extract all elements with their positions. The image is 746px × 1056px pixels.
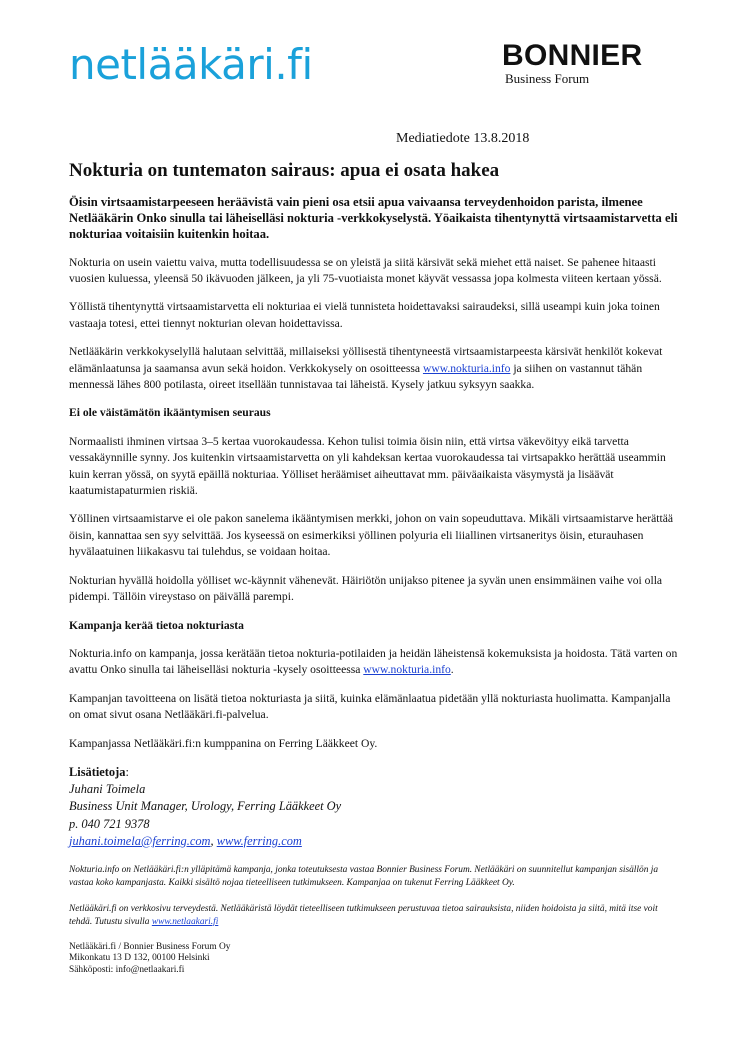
paragraph-8: Kampanjan tavoitteena on lisätä tietoa nokturiasta ja siitä, kuinka elämänlaatua pidetään yllä nokturiasta huolimatta. Kampanjalla on omat sivut osana Netlääkäri.fi-palvelua. xyxy=(69,691,671,722)
ferring-website-link[interactable]: www.ferring.com xyxy=(216,833,302,848)
release-date: Mediatiedote 13.8.2018 xyxy=(396,131,530,146)
footer xyxy=(69,942,679,977)
contact-label xyxy=(69,764,679,781)
lead-paragraph: Öisin virtsaamistarpeeseen heräävistä vain pieni osa etsii apua vaivaansa terveydenhoidon parista, ilmenee Netlääkärin Onko sinulla tai läheiselläsi nokturia -verkkokyselystä. Yöaikaista tihentynyttä virtsaamistarvetta eli nokturiaa voitaisiin kuitenkin hoitaa. xyxy=(69,195,678,242)
contact-links xyxy=(69,833,679,850)
bonnier-logo: BONNIER xyxy=(502,39,643,72)
section-heading-2: Kampanja kerää tietoa nokturiasta xyxy=(69,618,244,632)
netlaakari-note xyxy=(69,903,679,930)
paragraph-7-text-end: . xyxy=(450,663,454,677)
contact-label-colon: : xyxy=(125,764,129,779)
contact-email-link[interactable]: juhani.toimela@ferring.com xyxy=(69,833,211,848)
netlaakari-note-text: Netlääkäri.fi on verkkosivu terveydestä. Netlääkäristä löydät tieteelliseen tutkimukseen perustuvaa tietoa sairauksista, niiden hoidoista ja siitä, mitä itse voit tehdä. Tutustu sivulla xyxy=(69,903,658,928)
nokturia-link-1[interactable]: www.nokturia.info xyxy=(422,361,511,375)
netlaakari-logo[interactable]: netlääkäri.fi xyxy=(69,40,313,89)
netlaakari-website-link[interactable]: www.netlaakari.fi xyxy=(151,917,219,928)
footer-address: Mikonkatu 13 D 132, 00100 Helsinki xyxy=(69,953,210,964)
paragraph-3-text-start: Netlääkärin verkkokyselyllä halutaan selvittää, millaiseksi yöllisestä tihentyneestä virtsaamistarpeesta kärsivät henkilöt kokevat elämänlaatunsa ja saamansa avun sekä hoidon. Verkkokysely on osoitteessa xyxy=(69,345,663,375)
contact-name: Juhani Toimela xyxy=(69,782,146,797)
paragraph-2: Yöllistä tihentynyttä virtsaamistarvetta eli nokturiaa ei vielä tunnisteta hoidettavaksi sairaudeksi, sillä useampi kuin joka toinen vastaaja totesi, ettei tiennyt nokturian olevan hoidettavissa. xyxy=(69,300,660,330)
nokturia-link-2[interactable]: www.nokturia.info xyxy=(363,663,451,677)
footer-company: Netlääkäri.fi / Bonnier Business Forum Oy xyxy=(69,941,231,952)
paragraph-9: Kampanjassa Netlääkäri.fi:n kumppanina on Ferring Lääkkeet Oy. xyxy=(69,736,378,750)
paragraph-1: Nokturia on usein vaiettu vaiva, mutta todellisuudessa se on yleistä ja siitä kärsivät sekä miehet että naiset. Se pahenee hitaasti vuosien kuluessa, yleensä 50 ikävuoden jälkeen, ja yli 75-vuotiaista monet käyvät vessassa jopa kolmesta viiteen kertaan yössä. xyxy=(69,255,662,286)
page-title: Nokturia on tuntematon sairaus: apua ei osata hakea xyxy=(69,160,500,181)
bonnier-logo-subtitle: Business Forum xyxy=(505,71,590,86)
paragraph-7-text-start: Nokturia.info on kampanja, jossa kerätään tietoa nokturia-potilaiden ja heidän läheistensä kokemuksista ja hoidosta. Tätä varten on avattu Onko sinulla tai läheiselläsi nokturia -kysely osoitteessa xyxy=(69,646,678,677)
contact-label-text: Lisätietoja xyxy=(69,764,126,779)
paragraph-3 xyxy=(69,344,679,393)
article-body xyxy=(69,194,679,976)
paragraph-5: Yöllinen virtsaamistarve ei ole pakon sanelema ikääntymisen merkki, johon on vain sopeuduttava. Mikäli virtsaamistarve herättää öisin, kannattaa sen syy selvittää. Jos kyseessä on esimerkiksi yöllinen polyuria eli liiallinen virtsaneritys öisin, eturauhasen hyvälaatuinen liikakasvu tai tulehdus, se voidaan hoitaa. xyxy=(69,512,673,559)
paragraph-4: Normaalisti ihminen virtsaa 3–5 kertaa vuorokaudessa. Kehon tulisi toimia öisin niin, että virtsa väkevöityy eikä tarvetta vessakäynnille synny. Jos kuitenkin virtsaamistarvetta on yli kahdeksan kertaa vuorokaudessa tai virtsapakko herättää useammin kuin kerran yössä, on syytä epäillä nokturiaa. Yölliset heräämiset aiheuttavat mm. päiväaikaista väsymystä ja lisäävät kaatumistapaturmien riskiä. xyxy=(69,434,666,498)
contact-block xyxy=(69,764,679,850)
section-heading-1: Ei ole väistämätön ikääntymisen seuraus xyxy=(69,406,271,420)
paragraph-3-text-end: ja siihen on vastannut tähän mennessä lähes 800 potilasta, oireet itsellään tunnistavaa tai läheistä. Kysely jatkuu syksyyn saakka. xyxy=(69,361,643,392)
paragraph-7 xyxy=(69,646,679,679)
campaign-note: Nokturia.info on Netlääkäri.fi:n ylläpitämä kampanja, jonka toteutuksesta vastaa Bonnier Business Forum. Netlääkäri on suunnitellut kampanjan sisällön ja vastaa koko kampanjasta. Kaikki sisältö nojaa tieteelliseen tutkimukseen. Kampanjaa on tukenut Ferring Lääkkeet Oy. xyxy=(69,864,659,889)
paragraph-6: Nokturian hyvällä hoidolla yölliset wc-käynnit vähenevät. Häiriötön unijakso pitenee ja syvän unen ensimmäinen vaihe voi olla pidempi. Tällöin vireystaso on päivällä parempi. xyxy=(69,573,663,604)
footer-email: Sähköposti: info@netlaakari.fi xyxy=(69,964,185,975)
contact-title: Business Unit Manager, Urology, Ferring Lääkkeet Oy xyxy=(69,799,342,814)
contact-separator: , xyxy=(210,833,217,848)
contact-phone: p. 040 721 9378 xyxy=(69,816,150,831)
